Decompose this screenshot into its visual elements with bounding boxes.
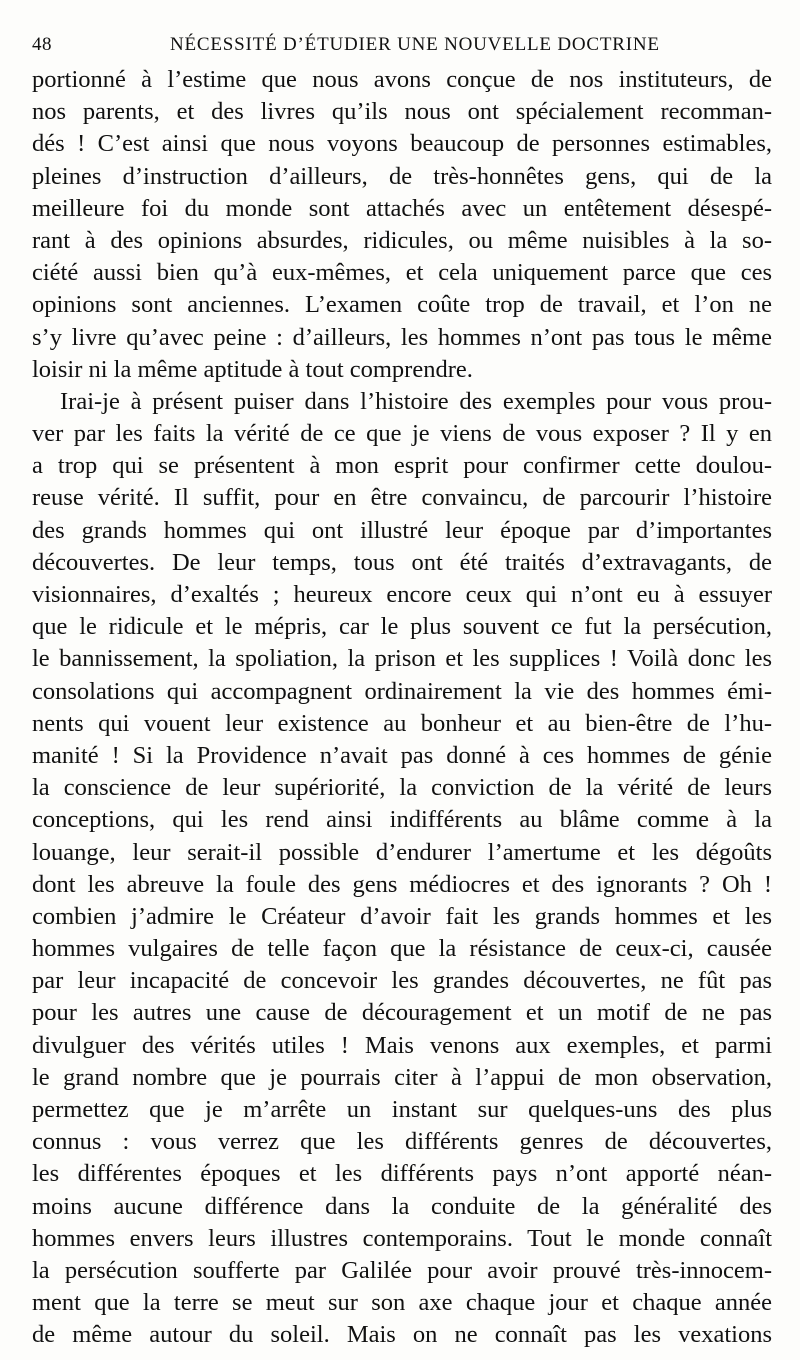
text-line: la persécution soufferte par Galilée pour avoir prouvé très-innocem- bbox=[32, 1256, 772, 1284]
text-line: nents qui vouent leur existence au bonheur et au bien-être de l’hu- bbox=[32, 709, 772, 737]
text-line: portionné à l’estime que nous avons conçue de nos instituteurs, de bbox=[32, 66, 772, 93]
text-line: combien j’admire le Créateur d’avoir fait les grands hommes et les bbox=[32, 902, 772, 930]
text-line: divulguer des vérités utiles ! Mais venons aux exemples, et parmi bbox=[32, 1031, 772, 1059]
body-text bbox=[32, 64, 772, 1352]
running-head bbox=[32, 34, 772, 62]
text-line: hommes vulgaires de telle façon que la résistance de ceux-ci, causée bbox=[32, 935, 772, 963]
text-line: le bannissement, la spoliation, la prison et les supplices ! Voilà donc les bbox=[32, 645, 772, 673]
text-line: ver par les faits la vérité de ce que je viens de vous exposer ? Il y en bbox=[32, 420, 772, 448]
text-line: dont les abreuve la foule des gens médiocres et des ignorants ? Oh ! bbox=[32, 870, 772, 898]
text-line: rant à des opinions absurdes, ridicules, ou même nuisibles à la so- bbox=[32, 226, 772, 254]
text-line: loisir ni la même aptitude à tout comprendre. bbox=[32, 355, 473, 383]
text-line: consolations qui accompagnent ordinairement la vie des hommes émi- bbox=[32, 677, 772, 705]
page-number: 48 bbox=[32, 34, 52, 55]
text-line: moins aucune différence dans la conduite de la généralité des bbox=[32, 1192, 772, 1220]
text-line: reuse vérité. Il suffit, pour en être convaincu, de parcourir l’histoire bbox=[32, 484, 772, 512]
text-line: connus : vous verrez que les différents genres de découvertes, bbox=[32, 1128, 772, 1156]
text-line: conceptions, qui les rend ainsi indifférents au blâme comme à la bbox=[32, 806, 772, 834]
text-line: ment que la terre se meut sur son axe chaque jour et chaque année bbox=[32, 1289, 772, 1317]
text-line: découvertes. De leur temps, tous ont été traités d’extravagants, de bbox=[32, 548, 772, 576]
text-line: Irai-je à présent puiser dans l’histoire des exemples pour vous prou- bbox=[60, 387, 772, 415]
text-line: nos parents, et des livres qu’ils nous ont spécialement recomman- bbox=[32, 98, 772, 126]
text-line: visionnaires, d’exaltés ; heureux encore ceux qui n’ont eu à essuyer bbox=[32, 581, 772, 608]
text-line: pour les autres une cause de découragement et un motif de ne pas bbox=[32, 999, 772, 1027]
text-line: des grands hommes qui ont illustré leur époque par d’importantes bbox=[32, 516, 772, 544]
header-title: NÉCESSITÉ D’ÉTUDIER UNE NOUVELLE DOCTRINE bbox=[170, 34, 660, 55]
text-line: permettez que je m’arrête un instant sur quelques-uns des plus bbox=[32, 1096, 772, 1123]
text-line: que le ridicule et le mépris, car le plus souvent ce fut la persécution, bbox=[32, 613, 772, 641]
text-line: par leur incapacité de concevoir les grandes découvertes, ne fût pas bbox=[32, 967, 772, 995]
text-line: pleines d’instruction d’ailleurs, de très-honnêtes gens, qui de la bbox=[32, 162, 772, 190]
text-line: de même autour du soleil. Mais on ne connaît pas les vexations bbox=[32, 1321, 772, 1349]
text-line: hommes envers leurs illustres contemporains. Tout le monde connaît bbox=[32, 1224, 772, 1252]
text-line: le grand nombre que je pourrais citer à l’appui de mon observation, bbox=[32, 1063, 772, 1091]
text-line: la conscience de leur supériorité, la conviction de la vérité de leurs bbox=[32, 774, 772, 802]
text-line: opinions sont anciennes. L’examen coûte trop de travail, et l’on ne bbox=[32, 291, 772, 319]
text-line: s’y livre qu’avec peine : d’ailleurs, les hommes n’ont pas tous le même bbox=[32, 323, 772, 351]
text-line: manité ! Si la Providence n’avait pas donné à ces hommes de génie bbox=[32, 741, 772, 769]
text-line: louange, leur serait-il possible d’endurer l’amertume et les dégoûts bbox=[32, 838, 772, 866]
text-line: meilleure foi du monde sont attachés avec un entêtement désespé- bbox=[32, 194, 772, 222]
text-line: les différentes époques et les différents pays n’ont apporté néan- bbox=[32, 1160, 772, 1188]
text-line: a trop qui se présentent à mon esprit pour confirmer cette doulou- bbox=[32, 452, 772, 480]
text-line: ciété aussi bien qu’à eux-mêmes, et cela uniquement parce que ces bbox=[32, 259, 772, 287]
text-line: dés ! C’est ainsi que nous voyons beaucoup de personnes estimables, bbox=[32, 130, 772, 158]
